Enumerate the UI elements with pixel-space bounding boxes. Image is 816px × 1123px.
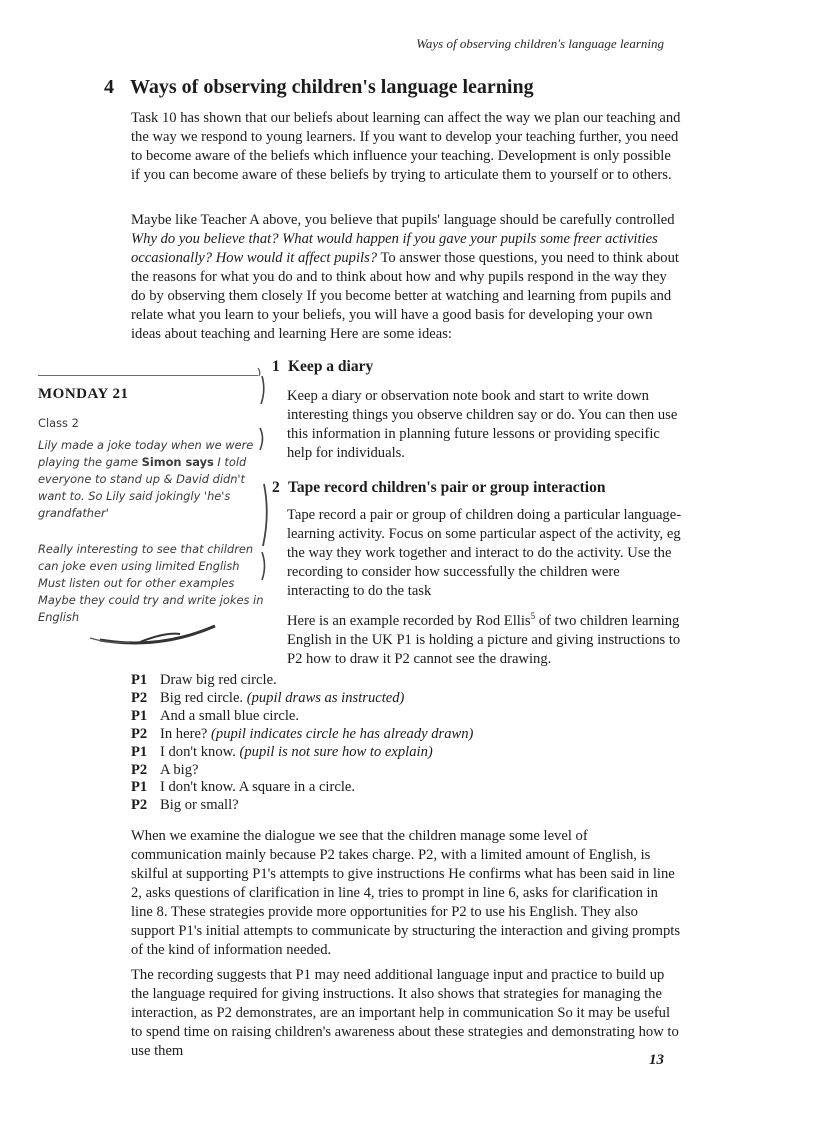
speaker: P1 — [131, 743, 148, 760]
utterance: In here? — [160, 725, 212, 742]
speaker: P2 — [131, 725, 148, 742]
idea-1-title: Keep a diary — [288, 358, 374, 375]
speaker: P2 — [131, 761, 148, 778]
idea-2-heading — [272, 479, 605, 497]
idea-1-heading — [272, 358, 373, 376]
idea-2-title: Tape record children's pair or group interaction — [288, 479, 606, 496]
diary-note-reflection: Really interesting to see that children can joke even using limited English Must listen out for other examples Maybe they could try and write jokes in English — [38, 542, 264, 624]
idea-1-text: Keep a diary or observation note book and start to write down interesting things you observe children say or do. You can then use this information in planning future lessons or providing specific help for individuals. — [287, 388, 678, 461]
page-number: 13 — [649, 1052, 664, 1068]
example-intro-a: Here is an example recorded by Rod Ellis — [287, 612, 531, 629]
dialogue-transcript — [131, 672, 473, 815]
analysis-paragraph-2: The recording suggests that P1 may need additional language input and practice to build up the language required for giving instructions. It also shows that strategies for managing the interaction, as P2 demonstrates, are an important help in communication So it may be useful to spend time on raising children's awareness about these strategies and demonstrating how to use them — [131, 967, 679, 1059]
example-intro-b: of two children learning English in the UK P1 is holding a picture and giving instructions to P2 how to draw it P2 cannot see the drawing. — [287, 612, 681, 667]
intro-paragraph-1: Task 10 has shown that our beliefs about learning can affect the way we plan our teaching and the way we respond to young learners. If you want to develop your teaching further, you need to become aware of the beliefs which influence your teaching. Development is only possible if you can become aware of these beliefs by trying to articulate them to yourself or to others. — [131, 110, 681, 183]
idea-2-number: 2 — [272, 479, 280, 496]
utterance: Big or small? — [160, 797, 239, 814]
utterance: I don't know. — [160, 743, 240, 760]
diary-class-label: Class 2 — [38, 416, 79, 430]
intro-p2-text-b: To answer those questions, you need to think about the reasons for what you do and to think about how and why pupils respond in the way they do by observing them closely If you become better at watching and learning from pupils and relate what you learn to your beliefs, you will have a good basis for developing your own ideas about teaching and learning Here are some ideas: — [131, 250, 679, 342]
dialogue-line — [131, 762, 473, 780]
diary-top-rule — [38, 375, 258, 376]
speaker: P2 — [131, 689, 148, 706]
intro-p2-questions: Why do you believe that? What would happen if you gave your pupils some freer activities occasionally? How would it affect pupils? — [131, 231, 658, 266]
utterance: I don't know. A square in a circle. — [160, 779, 355, 796]
dialogue-line — [131, 797, 473, 815]
idea-2-text: Tape record a pair or group of children doing a particular language-learning activity. Focus on some particular aspect of the activity, eg the way they work together and interact to do the activity. Use the recording to consider how successfully the children were interacting to do the task — [287, 507, 682, 599]
dialogue-line — [131, 672, 473, 690]
dialogue-line — [131, 779, 473, 797]
stage-direction: (pupil is not sure how to explain) — [239, 743, 433, 760]
dialogue-line — [131, 744, 473, 762]
dialogue-line — [131, 690, 473, 708]
speaker: P2 — [131, 797, 148, 814]
diary-note-game: Simon says — [141, 455, 214, 469]
speaker: P1 — [131, 779, 148, 796]
idea-1-number: 1 — [272, 358, 280, 375]
stage-direction: (pupil draws as instructed) — [246, 689, 405, 706]
section-title: Ways of observing children's language learning — [130, 76, 534, 98]
speaker: P1 — [131, 707, 148, 724]
utterance: Draw big red circle. — [160, 672, 277, 688]
diary-date: MONDAY 21 — [38, 386, 129, 402]
footnote-marker: 5 — [530, 611, 536, 621]
section-number: 4 — [104, 76, 114, 98]
analysis-paragraph-1: When we examine the dialogue we see that the children manage some level of communication mainly because P2 takes charge. P2, with a limited amount of English, is skilful at supporting P1's attempts to give instructions He confirms what has been said in line 2, asks questions of clarification in line 4, tries to prompt in line 6, asks for clarification in line 8. These strategies provide more opportunities for P2 to use his English. They also support P1's initial attempts to communicate by structuring the interaction and giving prompts of the kind of information needed. — [131, 828, 680, 958]
stage-direction: (pupil indicates circle he has already drawn) — [211, 725, 474, 742]
diary-note-joke-a: Lily made a joke today when we were playing the game — [38, 438, 254, 469]
running-header: Ways of observing children's language learning — [416, 36, 664, 51]
utterance: And a small blue circle. — [160, 707, 299, 724]
dialogue-line — [131, 708, 473, 726]
utterance: A big? — [160, 761, 199, 778]
speaker: P1 — [131, 672, 148, 688]
dialogue-line — [131, 726, 473, 744]
example-intro — [287, 607, 682, 669]
utterance: Big red circle. — [160, 689, 247, 706]
diary-note-joke — [38, 437, 264, 522]
intro-p2-text-a: Maybe like Teacher A above, you believe that pupils' language should be carefully controlled — [131, 212, 675, 228]
diary-note-joke-b: I told everyone to stand up & David didn't want to. So Lily said jokingly 'he's grandfather' — [38, 455, 247, 520]
